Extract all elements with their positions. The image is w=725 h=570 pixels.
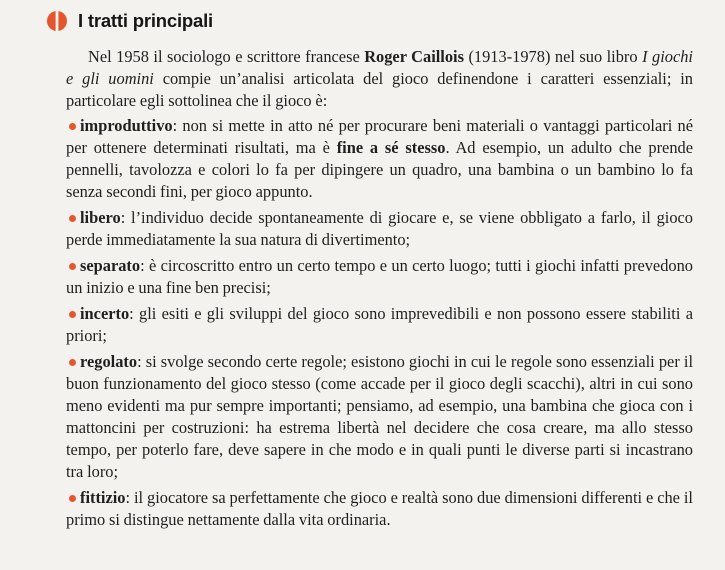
bullet-icon [69,215,76,222]
bullet-icon [69,359,76,366]
item-emphasis: fine a sé stesso [336,138,446,157]
list-item-fittizio [66,487,693,531]
item-text: : l’individuo decide spontaneamente di giocare e, se viene obbligato a farlo, il gioco perde immediatamente la sua natura di divertimento; [66,208,693,249]
intro-paragraph [66,46,693,112]
list-item-separato [66,255,693,299]
item-term: libero [80,208,121,227]
item-term: incerto [80,304,130,323]
item-term: separato [80,256,141,275]
item-term: fittizio [80,488,126,507]
item-term: improduttivo [80,116,173,135]
item-text: : non si mette in atto né per procurare beni materiali o vantaggi particolari né per ottenere determinati risultati, ma è [66,116,693,157]
bullet-icon [69,495,76,502]
intro-text-3: compie un’analisi articolata del gioco definendone i caratteri essenziali; in particolare egli sottolinea che il gioco è: [66,69,693,110]
author-name: Roger Caillois [364,47,464,66]
book-title: I giochi e gli uomini [66,47,693,88]
bullet-icon [69,311,76,318]
bullet-icon [69,123,76,130]
intro-text-1: Nel 1958 il sociologo e scrittore francese [88,47,365,66]
item-text-continued: . Ad esempio, un adulto che prende pennelli, tavolozza e colori lo fa per dipingere un quadro, una bambina o un bambino lo fa senza secondi fini, per gioco appunto. [66,138,693,201]
item-text: : è circoscritto entro un certo tempo e un certo luogo; tutti i giochi infatti prevedono un inizio e una fine ben precisi; [66,256,693,297]
section-heading [46,10,693,32]
list-item-libero [66,207,693,251]
intro-text-2: (1913-1978) nel suo libro [463,47,643,66]
list-item-incerto [66,303,693,347]
item-text: : si svolge secondo certe regole; esistono giochi in cui le regole sono essenziali per il buon funzionamento del gioco stesso (come accade per il gioco degli scacchi), altri in cui sono meno evidenti ma pur sempre importanti; pensiamo, ad esempio, una bambina che gioca con i mattoncini per costruzioni: ha estrema libertà nel decidere che cosa creare, ma allo stesso tempo, per poterlo fare, deve sapere in che modo e in quali punti le diverse parti si incastrano tra loro; [66,352,693,481]
item-text: : il giocatore sa perfettamente che gioco e realtà sono due dimensioni differenti e che il primo si distingue nettamente dalla vita ordinaria. [66,488,693,529]
bullet-icon [69,263,76,270]
item-text: : gli esiti e gli sviluppi del gioco sono imprevedibili e non possono essere stabiliti a priori; [66,304,693,345]
item-term: regolato [80,352,138,371]
section-marker-icon [46,10,68,32]
list-item-regolato [66,351,693,483]
list-item-improduttivo [66,115,693,203]
section-title: I tratti principali [78,10,213,31]
